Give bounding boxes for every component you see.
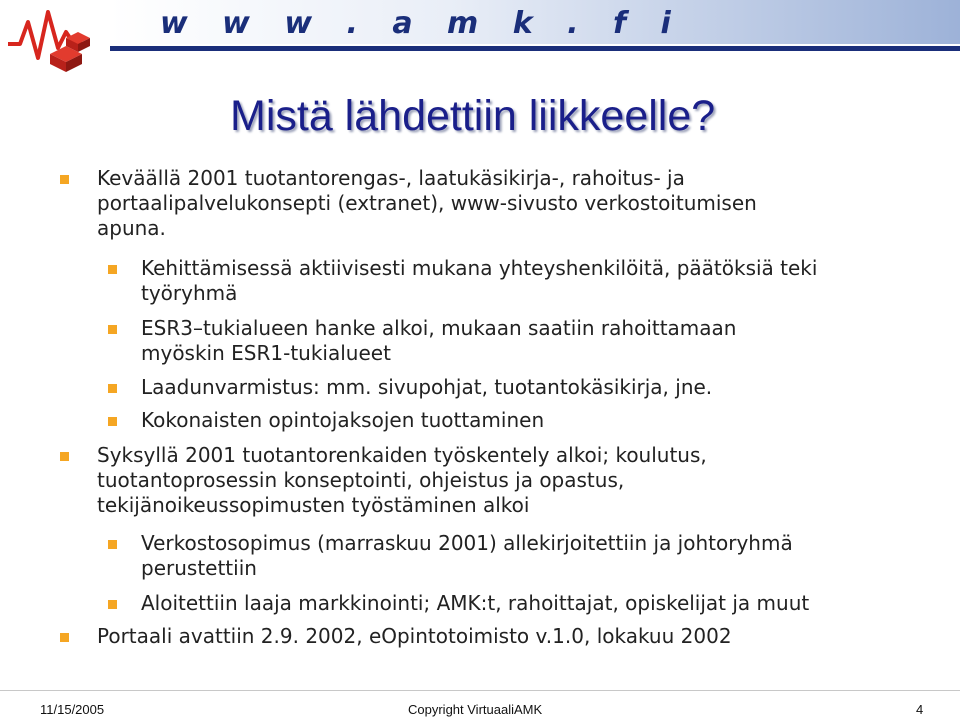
- bullet-line: Kehittämisessä aktiivisesti mukana yhteyshenkilöitä, päätöksiä teki: [141, 256, 818, 280]
- bullet-line: ESR3–tukialueen hanke alkoi, mukaan saatiin rahoittamaan: [141, 316, 737, 340]
- bullet-marker-icon: [108, 417, 117, 426]
- sub-bullet-item: [141, 375, 931, 400]
- bullet-marker-icon: [60, 452, 69, 461]
- bullet-line: tuotantoprosessin konseptointi, ohjeistus ja opastus,: [97, 468, 625, 492]
- bullet-marker-icon: [60, 175, 69, 184]
- sub-bullet-item: [141, 408, 931, 433]
- bullet-line: myöskin ESR1-tukialueet: [141, 341, 391, 365]
- bullet-marker-icon: [108, 600, 117, 609]
- bullet-marker-icon: [108, 325, 117, 334]
- bullet-item: [97, 166, 927, 241]
- sub-bullet-item: [141, 591, 931, 616]
- slide-title: Mistä lähdettiin liikkeelle?: [230, 92, 716, 140]
- footer-rule: [0, 690, 960, 691]
- footer-copyright: Copyright VirtuaaliAMK: [408, 702, 543, 717]
- bullet-line: työryhmä: [141, 281, 238, 305]
- bullet-line: perustettiin: [141, 556, 257, 580]
- bullet-line: Laadunvarmistus: mm. sivupohjat, tuotantokäsikirja, jne.: [141, 375, 713, 399]
- bullet-line: Syksyllä 2001 tuotantorenkaiden työskentely alkoi; koulutus,: [97, 443, 707, 467]
- bullet-item: [97, 443, 927, 518]
- header-bar: [0, 0, 960, 68]
- bullet-marker-icon: [60, 633, 69, 642]
- bullet-marker-icon: [108, 384, 117, 393]
- amk-logo-icon: [6, 2, 116, 74]
- sub-bullet-item: [141, 531, 931, 581]
- bullet-item: [97, 624, 927, 649]
- bullet-marker-icon: [108, 540, 117, 549]
- footer-page-number: 4: [916, 702, 924, 717]
- bullet-line: Aloitettiin laaja markkinointi; AMK:t, rahoittajat, opiskelijat ja muut: [141, 591, 810, 615]
- bullet-marker-icon: [108, 265, 117, 274]
- bullet-line: apuna.: [97, 216, 166, 240]
- bullet-line: portaalipalvelukonsepti (extranet), www-sivusto verkostoitumisen: [97, 191, 757, 215]
- bullet-line: tekijänoikeussopimusten työstäminen alkoi: [97, 493, 530, 517]
- footer-date: 11/15/2005: [40, 702, 105, 717]
- bullet-line: Portaali avattiin 2.9. 2002, eOpintotoimisto v.1.0, lokakuu 2002: [97, 624, 732, 648]
- sub-bullet-item: [141, 256, 931, 306]
- bullet-line: Kokonaisten opintojaksojen tuottaminen: [141, 408, 545, 432]
- bullet-line: Verkostosopimus (marraskuu 2001) allekirjoitettiin ja johtoryhmä: [141, 531, 793, 555]
- bullet-line: Keväällä 2001 tuotantorengas-, laatukäsikirja-, rahoitus- ja: [97, 166, 685, 190]
- header-url: w w w . a m k . f i: [160, 6, 683, 41]
- header-rule: [110, 46, 960, 51]
- sub-bullet-item: [141, 316, 931, 366]
